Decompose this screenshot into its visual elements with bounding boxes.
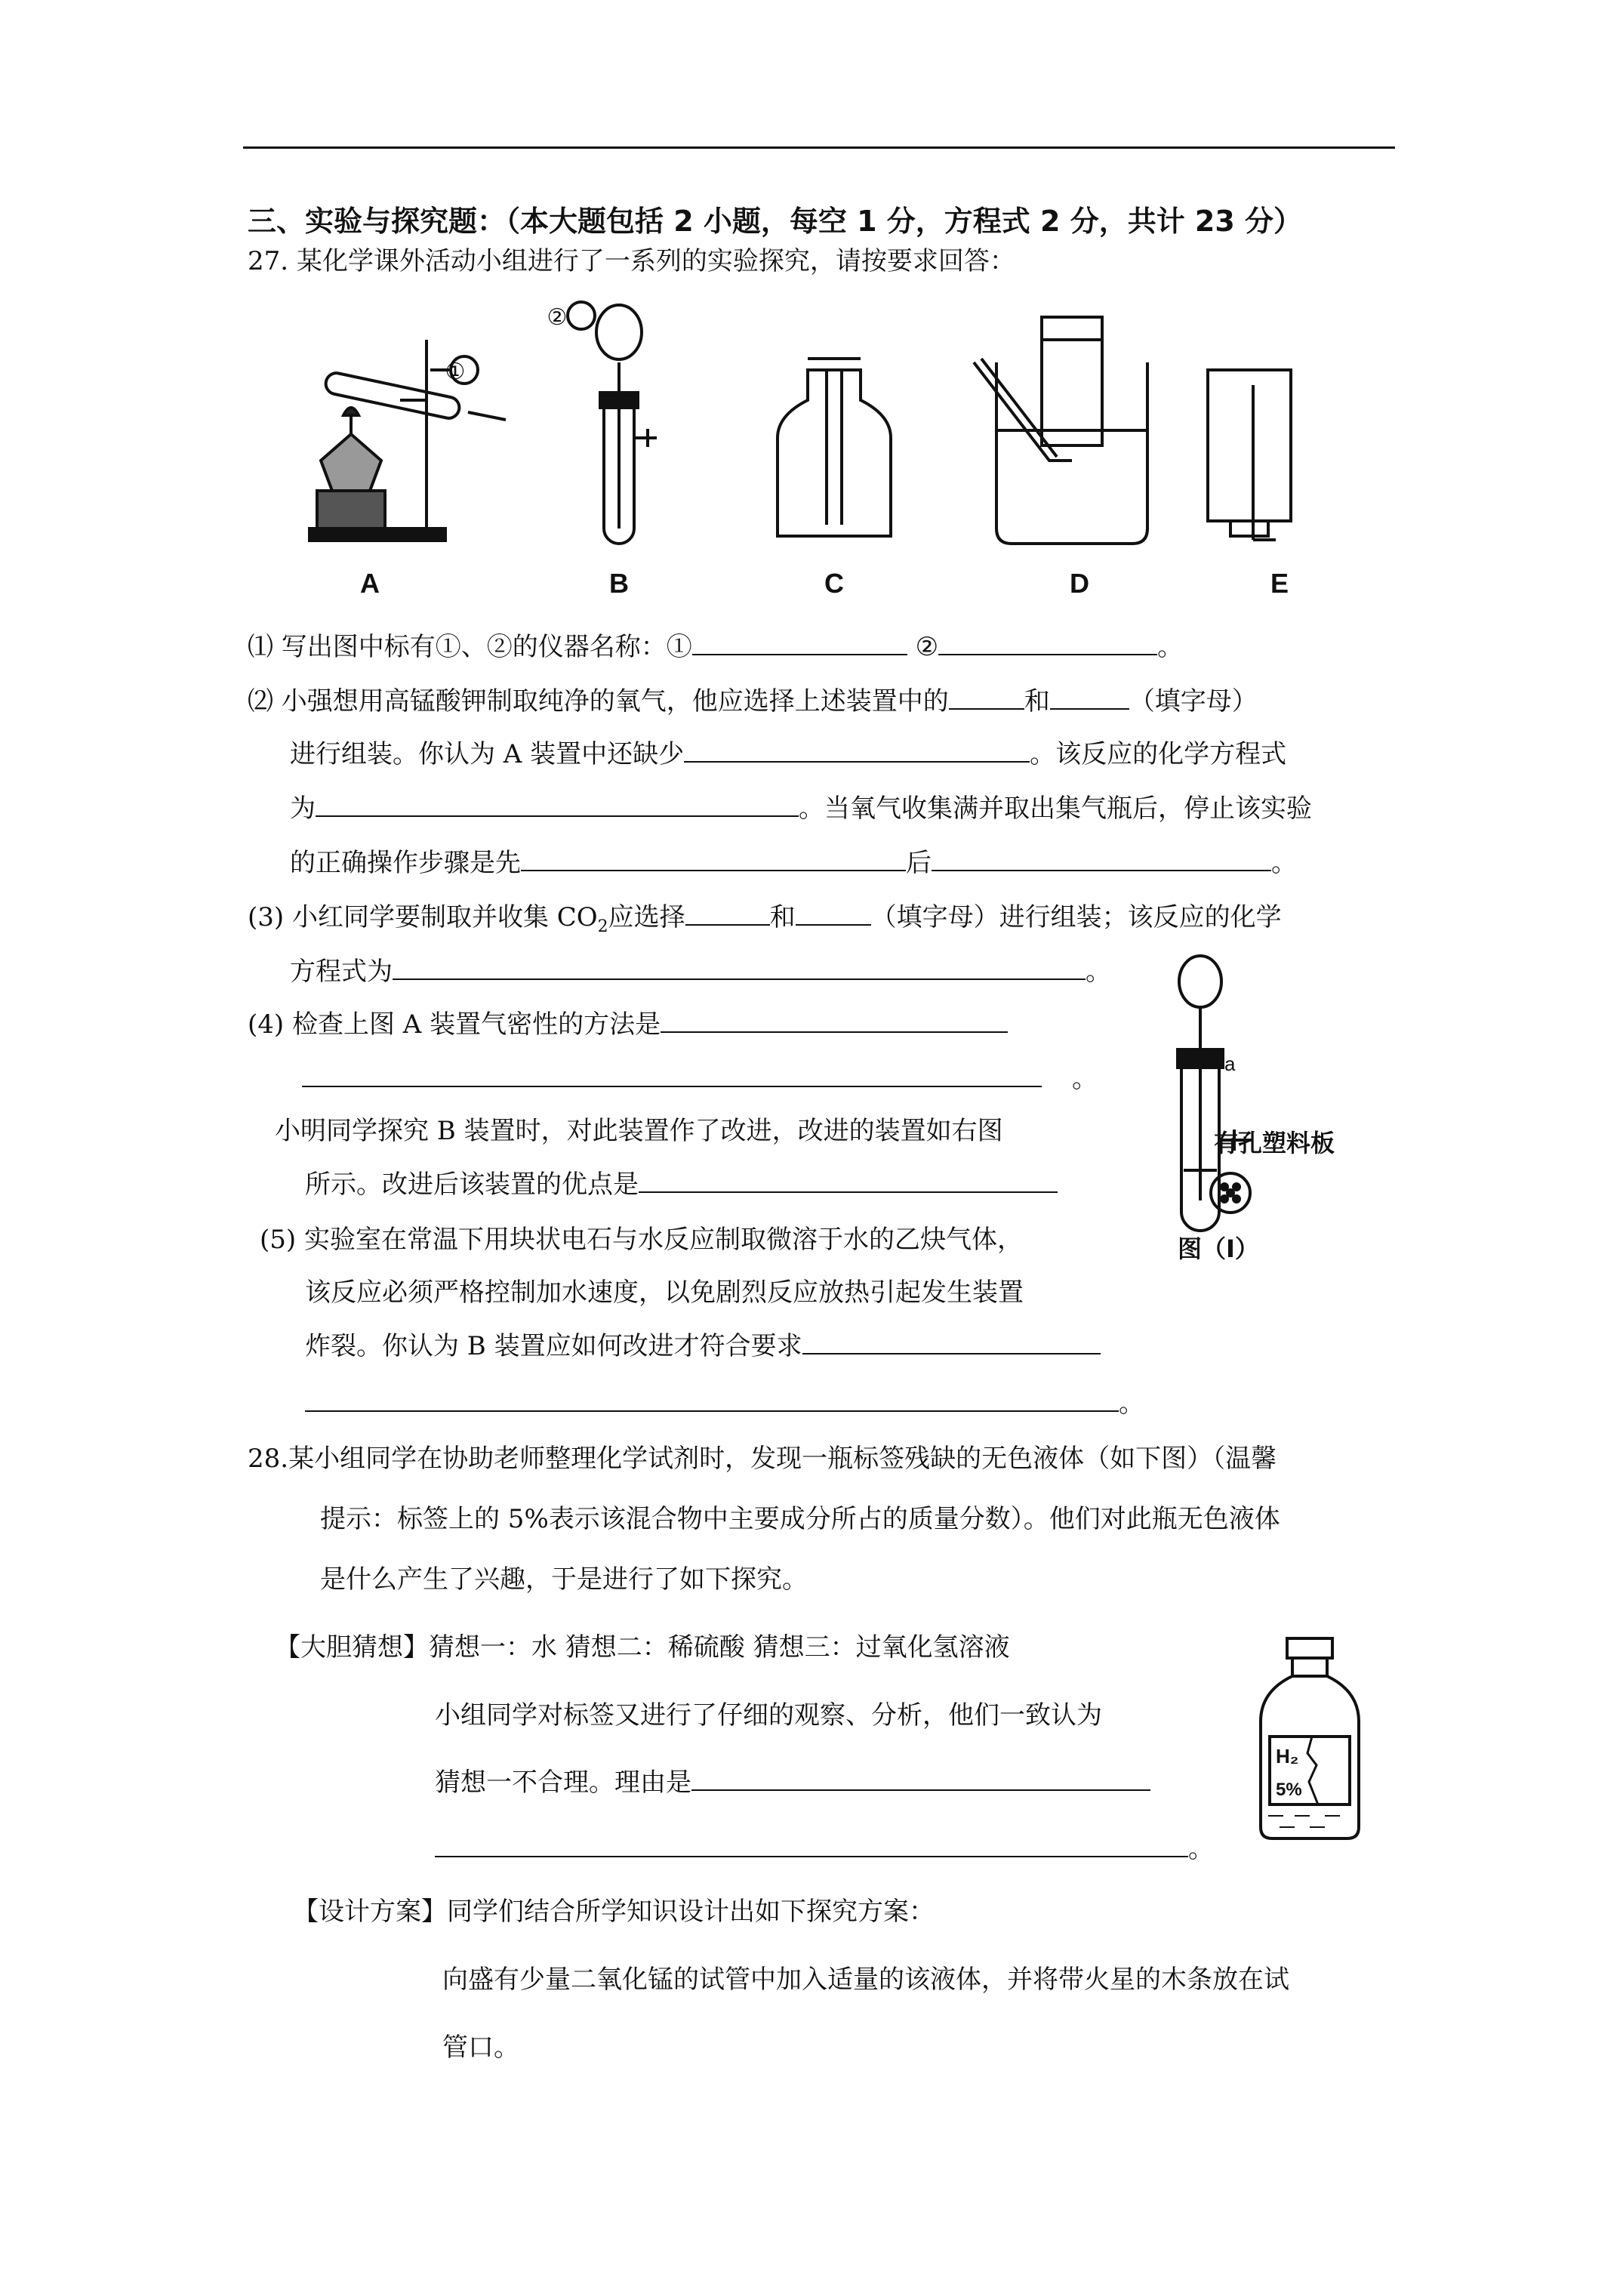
blank-p2-step-then[interactable] bbox=[932, 847, 1271, 871]
section-title: 三、实验与探究题：（本大题包括 2 小题，每空 1 分，方程式 2 分，共计 23 分） bbox=[248, 205, 1303, 238]
q28-guess-analysis-1: 小组同学对标签又进行了仔细的观察、分析，他们一致认为 bbox=[435, 1700, 1102, 1730]
blank-instrument-2[interactable] bbox=[938, 631, 1157, 655]
blank-p3-device-1[interactable] bbox=[685, 901, 770, 926]
blank-p5-improve-2[interactable] bbox=[305, 1388, 1119, 1412]
blank-instrument-1[interactable] bbox=[692, 631, 907, 655]
q28-guess-analysis-2: 猜想一不合理。理由是 bbox=[435, 1767, 1150, 1798]
blank-p2-device-1[interactable] bbox=[949, 686, 1024, 710]
mark-2: ② bbox=[547, 305, 568, 330]
q27-part2-line1: ⑵ 小强想用高锰酸钾制取纯净的氧气，他应选择上述装置中的 和 （填字母） bbox=[248, 686, 1258, 717]
bottle-formula: H₂ bbox=[1276, 1745, 1299, 1767]
apparatus-d bbox=[974, 317, 1147, 544]
q27-part4-line2: 。 bbox=[302, 1063, 1098, 1094]
plate-label: 有孔塑料板 bbox=[1214, 1130, 1335, 1157]
q28-line2: 提示：标签上的 5%表示该混合物中主要成分所占的质量分数）。他们对此瓶无色液体 bbox=[320, 1504, 1280, 1534]
blank-q28-reason-2[interactable] bbox=[435, 1833, 1188, 1857]
q27-part1: ⑴ 写出图中标有①、②的仪器名称：① ② 。 bbox=[248, 632, 1184, 662]
blank-p2-step-first[interactable] bbox=[521, 847, 906, 871]
blank-p4-advantage[interactable] bbox=[639, 1169, 1058, 1193]
q28-design-detail-1: 向盛有少量二氧化锰的试管中加入适量的该液体，并将带火星的木条放在试 bbox=[442, 1965, 1289, 1995]
apparatus-e bbox=[1208, 370, 1291, 540]
q28-line1: 28.某小组同学在协助老师整理化学试剂时，发现一瓶标签残缺的无色液体（如下图）（温馨 bbox=[248, 1444, 1277, 1474]
apparatus-figure bbox=[279, 287, 1336, 612]
q27-part3-line2: 方程式为 。 bbox=[290, 957, 1111, 987]
blank-p4-method-2[interactable] bbox=[302, 1063, 1042, 1087]
label-b: B bbox=[609, 568, 629, 599]
q28-design-detail-2: 管口。 bbox=[442, 2032, 519, 2063]
blank-p2-equation[interactable] bbox=[316, 793, 799, 817]
q27-part2-line2: 进行组装。你认为 A 装置中还缺少 。该反应的化学方程式 bbox=[290, 739, 1287, 769]
bottle-percent: 5% bbox=[1276, 1780, 1302, 1800]
figure-improved-apparatus bbox=[1147, 951, 1359, 1268]
q28-line3: 是什么产生了兴趣，于是进行了如下探究。 bbox=[320, 1564, 808, 1595]
q27-part4-line3: 小明同学探究 B 装置时，对此装置作了改进，改进的装置如右图 bbox=[275, 1116, 1003, 1146]
blank-p5-improve-1[interactable] bbox=[802, 1330, 1101, 1354]
label-e: E bbox=[1270, 568, 1289, 599]
valve-a-label: a bbox=[1224, 1052, 1236, 1075]
label-a: A bbox=[360, 568, 380, 599]
apparatus-c bbox=[778, 359, 891, 536]
q28-design: 【设计方案】同学们结合所学知识设计出如下探究方案： bbox=[293, 1897, 935, 1927]
blank-p2-missing[interactable] bbox=[684, 738, 1030, 763]
blank-p3-equation[interactable] bbox=[393, 956, 1086, 980]
q27-part5-line2: 该反应必须严格控制加水速度，以免剧烈反应放热引起发生装置 bbox=[305, 1277, 1024, 1308]
blank-p4-method-1[interactable] bbox=[661, 1009, 1008, 1033]
header-rule bbox=[243, 146, 1395, 149]
q27-part5-line3: 炸裂。你认为 B 装置应如何改进才符合要求 bbox=[305, 1330, 1101, 1361]
q27-part4-line1: (4) 检查上图 A 装置气密性的方法是 bbox=[248, 1009, 1008, 1040]
apparatus-b bbox=[568, 302, 657, 544]
mark-1: ① bbox=[445, 359, 466, 384]
blank-p2-device-2[interactable] bbox=[1050, 686, 1129, 710]
blank-q28-reason-1[interactable] bbox=[691, 1767, 1150, 1791]
apparatus-a bbox=[310, 340, 506, 541]
q27-part5-line4: 。 bbox=[305, 1388, 1144, 1419]
blank-p3-device-2[interactable] bbox=[796, 901, 871, 926]
q27-part2-line3: 为 。当氧气收集满并取出集气瓶后，停止该实验 bbox=[290, 794, 1312, 824]
label-c: C bbox=[824, 568, 844, 599]
q27-part2-line4: 的正确操作步骤是先 后 。 bbox=[290, 848, 1297, 878]
q27-part4-line4: 所示。改进后该装置的优点是 bbox=[305, 1169, 1058, 1200]
q28-guess: 【大胆猜想】猜想一：水 猜想二：稀硫酸 猜想三：过氧化氢溶液 bbox=[275, 1632, 1010, 1663]
q27-part5-line1: (5) 实验室在常温下用块状电石与水反应制取微溶于水的乙炔气体， bbox=[260, 1225, 1023, 1255]
reagent-bottle-figure bbox=[1253, 1631, 1366, 1850]
q27-stem: 27. 某化学课外活动小组进行了一系列的实验探究，请按要求回答： bbox=[248, 246, 1015, 276]
label-d: D bbox=[1070, 568, 1089, 599]
figure-caption: 图（Ⅰ） bbox=[1178, 1235, 1259, 1262]
q28-guess-analysis-3: 。 bbox=[435, 1833, 1214, 1864]
q27-part3-line1: (3) 小红同学要制取并收集 $CO_2$应选择 和 （填字母）进行组装；该反应的化学 bbox=[248, 902, 1282, 936]
